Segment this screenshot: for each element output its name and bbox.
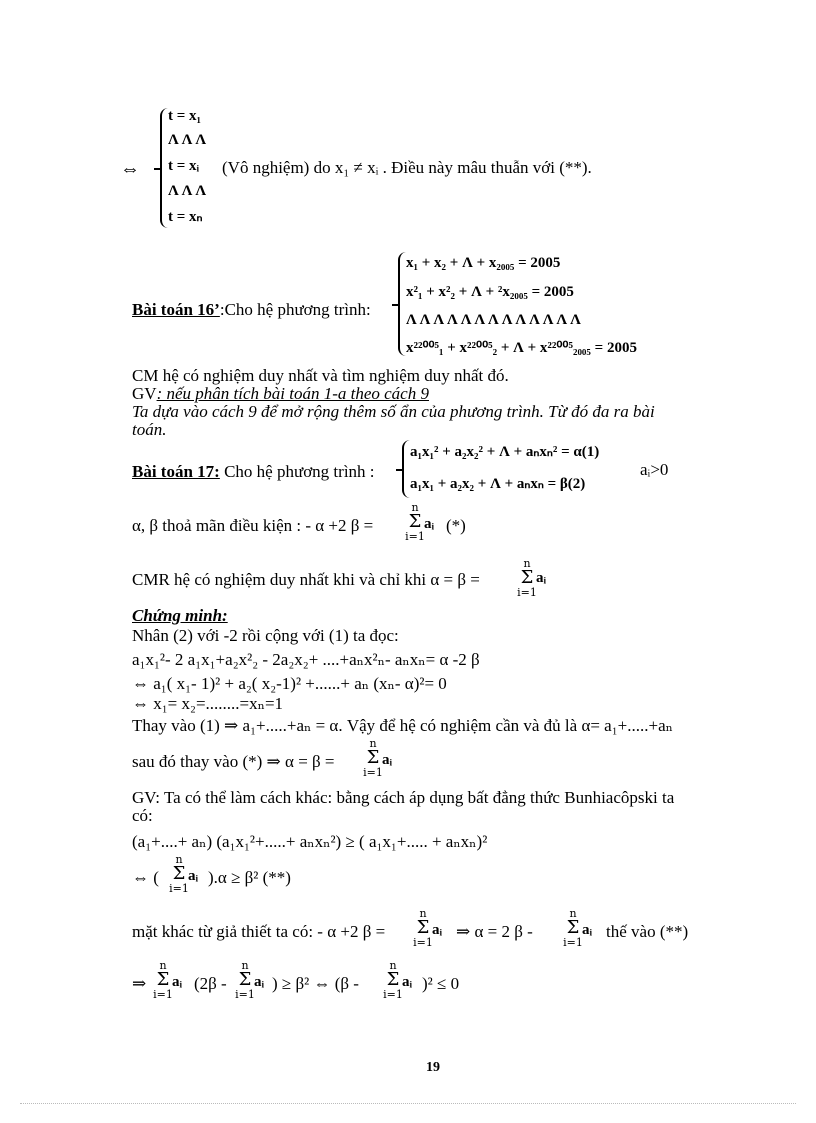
proof-line: a₁x₁²- 2 a₁x₁+a₂x²₂ - 2a₂x₂+ ....+aₙx²ₙ- aₙxₙ= α -2 β [132,650,480,669]
proof-line: Thay vào (1) ⇒ a₁+.....+aₙ = α. Vậy để hệ có nghiệm cần và đủ là α= a₁+.....+aₙ [132,716,673,735]
proof-line: có: [132,806,153,825]
cm-statement: CM hệ có nghiệm duy nhất và tìm nghiệm duy nhất đó. [132,366,509,385]
proof-line: )² ≤ 0 [422,974,460,993]
sum-term: aᵢ [382,752,393,768]
problem17-intro: Cho hệ phương trình : [224,462,375,481]
proof-line: ) ≥ β² ⇔ (β - [272,974,359,993]
proof-line: sau đó thay vào (*) ⇒ α = β = [132,752,335,771]
proof-line: ⇒ α = 2 β - [456,922,533,941]
proof-line: mặt khác từ giả thiết ta có: - α +2 β = [132,922,386,941]
system-row: a₁x₁² + a₂x₂² + Λ + aₙxₙ² = α(1) [410,444,600,460]
sum-term: aᵢ [402,974,413,990]
sum-symbol: n Σ i=1 [383,959,403,1001]
extend-note: Ta dựa vào cách 9 để mở rộng thêm số ẩn của phương trình. Từ đó đa ra bài [132,402,655,421]
sum-term: aᵢ [188,868,199,884]
system-row: t = xₙ [168,209,203,225]
extend-note: toán. [132,420,167,439]
sum-symbol: n Σ i=1 [169,853,189,895]
system-brace [160,108,168,228]
sum-term: aᵢ [582,922,593,938]
sum-term: aᵢ [536,570,547,586]
proof-line: ⇔ ( [132,868,159,887]
system-brace [398,252,406,356]
system-row: Λ Λ Λ [168,132,207,148]
sum-symbol: n Σ i=1 [563,907,583,949]
problem16-intro: :Cho hệ phương trình: [219,300,371,319]
cmr-statement: CMR hệ có nghiệm duy nhất khi và chỉ khi α = β = [132,570,480,589]
proof-line: ⇔ a₁( x₁- 1)² + a₂( x₂-1)² +......+ aₙ (xₙ- α)²= 0 [132,674,447,693]
system-row: Λ Λ Λ Λ Λ Λ Λ Λ Λ Λ Λ Λ Λ [406,312,581,328]
system-row: t = x₁ [168,108,202,124]
sum-symbol: n Σ i=1 [413,907,433,949]
system-row: x²²⁰⁰⁵₁ + x²²⁰⁰⁵₂ + Λ + x²²⁰⁰⁵₂₀₀₅ = 2005 [406,340,637,356]
condition-text: α, β thoả mãn điều kiện : - α +2 β = [132,516,374,535]
proof-line: ).α ≥ β² (**) [208,868,291,887]
sum-symbol: n Σ i=1 [153,959,173,1001]
problem16-title: Bài toán 16’ [132,300,220,319]
gv-note-text: : nếu phân tích bài toán 1-a theo cách 9 [156,384,429,403]
problem17-heading [132,462,375,482]
sum-term: aᵢ [424,516,435,532]
system-row: a₁x₁ + a₂x₂ + Λ + aₙxₙ = β(2) [410,476,586,492]
proof-line: Nhân (2) với -2 rồi cộng với (1) ta đọc: [132,626,399,645]
sum-term: aᵢ [254,974,265,990]
sum-symbol: n Σ i=1 [235,959,255,1001]
system-row: Λ Λ Λ [168,183,207,199]
proof-line: (a₁+....+ aₙ) (a₁x₁²+.....+ aₙxₙ²) ≥ ( a₁x₁+..... + aₙxₙ)² [132,832,488,851]
page-number: 19 [426,1060,440,1075]
proof-line: GV: Ta có thể làm cách khác: bằng cách áp dụng bất đẳng thức Bunhiacôpski ta [132,788,675,807]
system-brace [402,440,410,498]
problem16-heading [132,300,371,320]
gv-label: GV [132,384,157,403]
system-row: x₁ + x₂ + Λ + x₂₀₀₅ = 2005 [406,255,561,271]
gv-note [132,384,429,404]
contradiction-note: (Vô nghiệm) do x₁ ≠ xᵢ . Điều này mâu thuẫn với (**). [222,158,592,177]
iff-symbol: ⇔ [120,158,140,180]
proof-line: thế vào (**) [606,922,689,941]
proof-title: Chứng minh: [132,606,228,625]
sum-symbol: n Σ i=1 [405,501,425,543]
sum-symbol: n Σ i=1 [363,737,383,779]
page-bottom-divider [20,1103,796,1104]
proof-line: (2β - [194,974,227,993]
proof-line: ⇒ [132,974,147,993]
condition-ref: (*) [446,516,466,535]
sum-symbol: n Σ i=1 [517,557,537,599]
sum-term: aᵢ [172,974,183,990]
positivity-condition: aᵢ>0 [640,460,669,479]
sum-term: aᵢ [432,922,443,938]
problem17-title: Bài toán 17: [132,462,220,481]
condition-line [132,516,373,536]
system-row: x²₁ + x²₂ + Λ + ²x₂₀₀₅ = 2005 [406,284,574,300]
system-row: t = xᵢ [168,158,200,174]
proof-line: ⇔ x₁= x₂=........=xₙ=1 [132,694,284,713]
